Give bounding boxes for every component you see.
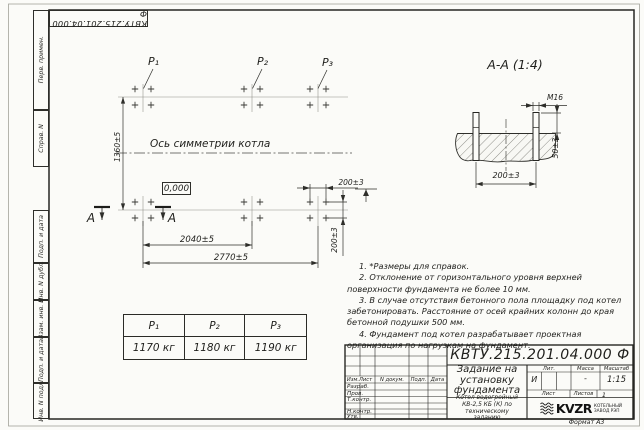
title-block-row-developed: Разраб. [347,383,369,390]
section-cut-letter-right: А [167,211,177,225]
title-block-doc-title: Задание на установку фундамента [453,364,521,397]
title-block-doc-number: КВТУ.215.201.04.000 Ф [450,347,630,363]
title-block-scale-value: 1:15 [606,375,627,385]
loads-table-header-p2: P₂ [185,315,246,337]
kvzr-logo-text: KVZR [555,401,592,416]
title-block-row-ncontrol: Н.контр. [347,409,373,416]
plan-point-label-p1: P₁ [148,55,160,68]
section-title: А-А (1:4) [487,57,543,72]
title-block-scale-header: Масштаб [603,365,630,372]
title-block-col-sign: Подп. [410,376,427,383]
title-block-mass-header: Масса [577,365,594,372]
title-block-col-izm: Изм.Лист [346,376,373,383]
margin-box-podp-data-1 [33,210,49,263]
title-block-row-tcontrol: Т.контр. [347,397,372,403]
note-1: 1. *Размеры для справок. [359,261,470,271]
top-stamp-number: КВТУ.215.201.04.000 Ф [52,8,147,29]
margin-box-inv-dubl [33,260,49,303]
kvzr-logo-sub [594,404,622,414]
title-block-lit-header: Лит. [542,365,556,372]
title-block-row-checked: Пров. [347,390,364,397]
plan-dim-1360: 1360±5 [113,131,122,162]
margin-label: Подп. и дата [37,215,45,258]
plan-point-label-p3: P₃ [322,56,334,69]
loads-table-value-p2: 1180 кг [185,337,246,359]
section-thread-label: М16 [547,93,564,102]
title-block-col-doc: N докум. [379,376,405,383]
margin-box-perv-primen [33,10,49,110]
margin-label: Инв. N подл. [37,380,45,422]
plan-dim-200-horizontal: 200±3 [338,178,364,187]
loads-table-header-p3: P₃ [245,315,306,337]
plan-level-mark-box [162,182,191,195]
section-cut-letter-left: А [86,211,96,225]
format-note: Формат А3 [568,419,605,426]
section-dim-200: 200±3 [492,171,520,180]
title-block-sheet-header: Лист [541,391,556,397]
kvzr-logo-sub-line1: КОТЕЛЬНЫЙ [593,403,623,409]
kvzr-logo [529,399,633,418]
kvzr-spring-icon [540,402,554,415]
top-stamp-box [49,10,148,27]
note-3: 3. В случае отсутствия бетонного пола площадку под котел забетонировать. Расстояние от осей крайних колонн до края бетонной подушки 500 мм. [347,294,622,328]
section-dim-50: 50±3 [551,137,560,159]
margin-box-sprav-n [33,110,49,167]
title-block-col-date: Дата [430,376,445,383]
plan-dim-2040: 2040±5 [179,235,215,245]
margin-label: Справ. N [37,124,45,153]
margin-label: Перв. примен. [37,36,45,84]
loads-table [123,314,307,360]
margin-box-inv-podl [33,380,49,422]
title-block-sheets-header: Листов [573,391,594,397]
plan-point-label-p2: P₂ [257,55,269,68]
plan-dim-2770: 2770±5 [213,253,249,263]
plan-axis-label: Ось симметрии котла [150,138,271,150]
title-block-mass-value: - [584,374,587,383]
plan-level-mark: 0,000 [163,183,190,194]
title-block-lit-value: И [531,375,538,384]
loads-table-value-p3: 1190 кг [254,342,297,354]
title-block-sheets-value: 1 [601,390,607,399]
kvzr-logo-sub-line2: ЗАВОД РЭП [593,408,620,414]
title-block-product: Котел водогрейный КВ-2,5 КБ (К) по техническому заданию [456,395,518,422]
margin-label: Взам. инв. N [37,298,45,339]
margin-box-vzam-inv [33,300,49,337]
note-4: 4. Фундамент под котел разрабатывает проектная организация по нагрузкам на фундамент. [347,328,582,351]
note-2: 2. Отклонение от горизонтального уровня верхней поверхности фундамента не более 10 мм. [347,272,582,294]
margin-box-podp-data-2 [33,337,49,383]
plan-dim-200-vertical: 200±3 [330,227,339,253]
margin-label: Подп. и дата [37,338,45,382]
title-block-row-approved: Утв. [347,414,359,421]
margin-label: Инв. N дубл. [37,260,45,303]
loads-table-header-p1: P₁ [124,315,185,337]
notes-block [347,261,630,351]
loads-table-value-p1: 1170 кг [124,337,185,359]
